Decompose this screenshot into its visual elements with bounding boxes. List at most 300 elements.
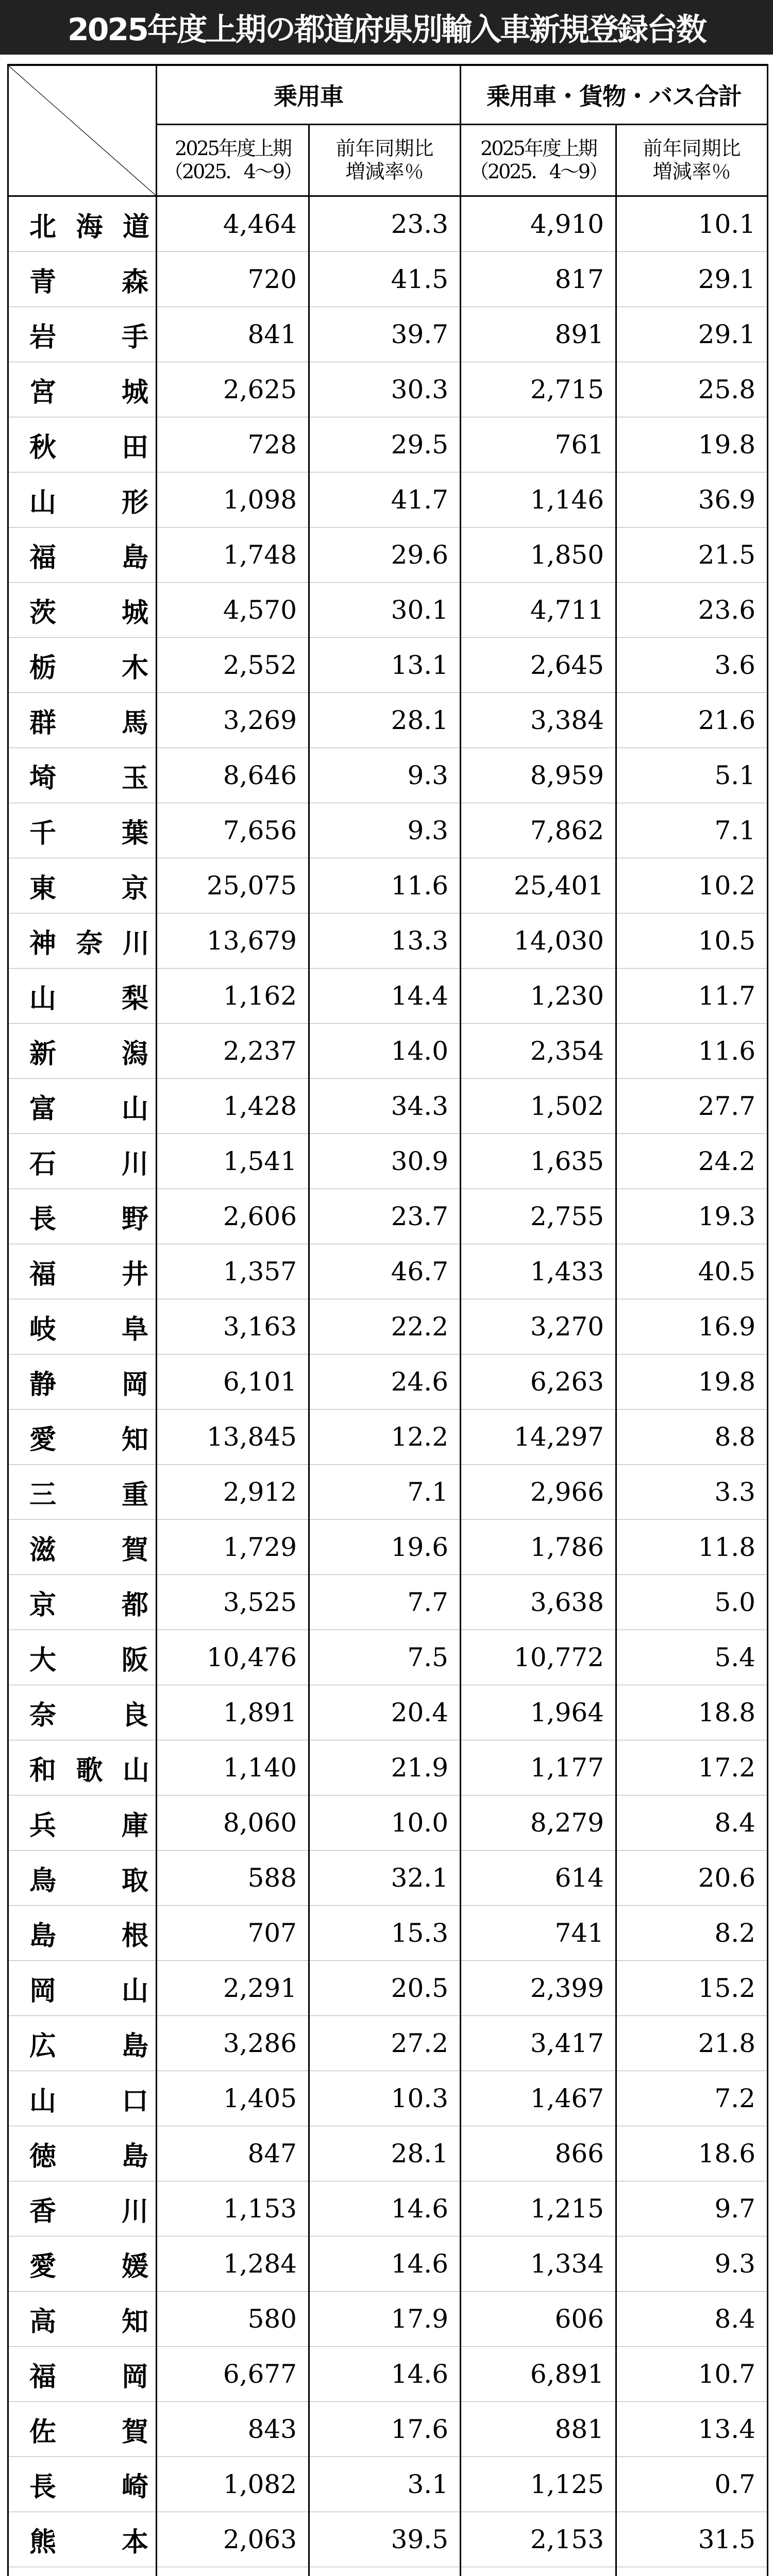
total-units-cell: 1,334	[461, 2236, 616, 2292]
table-row	[8, 748, 768, 803]
table-row	[8, 252, 768, 307]
passenger-units-cell: 4,464	[157, 196, 309, 252]
passenger-units-cell: 847	[157, 2126, 309, 2181]
total-units-cell: 1,433	[461, 1244, 616, 1299]
passenger-units-cell: 1,357	[157, 1244, 309, 1299]
prefecture-chars	[29, 591, 148, 630]
prefecture-name	[8, 913, 157, 969]
prefecture-name	[8, 1740, 157, 1795]
prefecture-name	[8, 1961, 157, 2016]
prefecture-chars	[29, 1418, 148, 1456]
prefecture-chars	[29, 481, 148, 519]
passenger-units-cell: 1,428	[157, 1079, 309, 1134]
total-rate-cell: 10.2	[616, 858, 768, 913]
pref-char: 本	[121, 2527, 148, 2558]
pref-char: 知	[121, 2306, 148, 2337]
table-body	[8, 196, 768, 2576]
pref-char: 新	[29, 1038, 57, 1070]
table-row	[8, 1575, 768, 1630]
prefecture-name	[8, 1685, 157, 1740]
total-units-cell: 7,862	[461, 803, 616, 858]
pref-char: 手	[121, 321, 148, 353]
passenger-units-cell	[157, 2567, 309, 2576]
table-row	[8, 362, 768, 417]
passenger-units-cell: 1,153	[157, 2181, 309, 2236]
pref-char: 取	[121, 1865, 148, 1896]
passenger-units-cell: 580	[157, 2292, 309, 2347]
prefecture-chars	[29, 2300, 148, 2338]
pref-char: 山	[29, 983, 57, 1014]
total-units-cell: 3,270	[461, 1299, 616, 1354]
table-row	[8, 2236, 768, 2292]
passenger-units-cell: 1,405	[157, 2071, 309, 2126]
prefecture-name	[8, 2126, 157, 2181]
passenger-rate-cell: 39.5	[309, 2512, 461, 2567]
pref-char: 知	[121, 1424, 148, 1455]
prefecture-name	[8, 417, 157, 472]
passenger-rate-cell: 41.5	[309, 252, 461, 307]
registration-table	[7, 64, 768, 2576]
passenger-units-cell: 1,284	[157, 2236, 309, 2292]
total-rate-cell: 25.8	[616, 362, 768, 417]
total-rate-cell: 0.7	[616, 2457, 768, 2512]
prefecture-chars	[29, 1087, 148, 1126]
passenger-units-cell: 2,237	[157, 1024, 309, 1079]
total-units-cell: 2,645	[461, 638, 616, 693]
total-units-cell: 866	[461, 2126, 616, 2181]
pref-char: 川	[122, 928, 148, 959]
pref-char: 川	[121, 1148, 148, 1180]
passenger-units-cell: 13,679	[157, 913, 309, 969]
prefecture-name	[8, 1575, 157, 1630]
prefecture-chars	[29, 1473, 148, 1512]
table-title	[0, 0, 773, 55]
total-units-cell: 6,891	[461, 2347, 616, 2402]
total-rate-cell: 5.1	[616, 748, 768, 803]
pref-char: 広	[29, 2030, 57, 2062]
prefecture-chars	[29, 1914, 148, 1953]
pref-char: 和	[29, 1755, 56, 1786]
total-units-cell	[461, 2567, 616, 2576]
prefecture-chars	[29, 205, 148, 244]
table-row	[8, 417, 768, 472]
header-total-units: 2025年度上期 （2025．4～9）	[461, 125, 616, 196]
prefecture-chars	[29, 426, 148, 464]
total-units-cell: 2,399	[461, 1961, 616, 2016]
pref-char: 島	[121, 542, 148, 573]
passenger-rate-cell: 7.7	[309, 1575, 461, 1630]
header-passenger-rate: 前年同期比 増減率％	[309, 125, 461, 196]
total-units-cell: 1,125	[461, 2457, 616, 2512]
prefecture-chars	[29, 756, 148, 795]
pref-char: 梨	[121, 983, 148, 1014]
prefecture-name	[8, 528, 157, 583]
total-units-cell: 881	[461, 2402, 616, 2457]
title-text: 2025年度上期の都道府県別輸入車新規登録台数	[68, 12, 705, 48]
table-row	[8, 2181, 768, 2236]
passenger-units-cell: 6,101	[157, 1354, 309, 1410]
total-rate-cell: 10.7	[616, 2347, 768, 2402]
prefecture-chars	[29, 2079, 148, 2118]
total-rate-cell: 9.7	[616, 2181, 768, 2236]
passenger-units-cell: 8,646	[157, 748, 309, 803]
pref-char: 山	[121, 1975, 148, 2007]
pref-char: 栃	[29, 652, 57, 684]
total-rate-cell: 19.8	[616, 417, 768, 472]
total-units-cell: 1,146	[461, 472, 616, 528]
prefecture-chars	[29, 811, 148, 850]
passenger-rate-cell: 9.3	[309, 803, 461, 858]
passenger-rate-cell: 14.6	[309, 2181, 461, 2236]
total-units-cell: 1,850	[461, 528, 616, 583]
passenger-rate-cell: 20.5	[309, 1961, 461, 2016]
prefecture-chars	[29, 1032, 148, 1071]
total-rate-cell: 24.2	[616, 1134, 768, 1189]
prefecture-chars	[29, 1308, 148, 1346]
pref-char: 崎	[121, 2471, 148, 2503]
total-units-cell: 614	[461, 1851, 616, 1906]
pref-char: 秋	[29, 432, 57, 463]
passenger-rate-cell: 28.1	[309, 2126, 461, 2181]
passenger-rate-cell: 32.1	[309, 1851, 461, 1906]
passenger-units-cell: 1,729	[157, 1520, 309, 1575]
pref-char: 福	[29, 1259, 57, 1290]
total-units-cell: 2,755	[461, 1189, 616, 1244]
prefecture-chars	[29, 922, 148, 960]
prefecture-name	[8, 1244, 157, 1299]
passenger-units-cell: 10,476	[157, 1630, 309, 1685]
prefecture-chars	[29, 1142, 148, 1181]
prefecture-chars	[29, 536, 148, 574]
prefecture-name	[8, 2016, 157, 2071]
pref-char: 媛	[121, 2251, 148, 2282]
total-units-cell: 4,711	[461, 583, 616, 638]
total-units-cell: 14,297	[461, 1410, 616, 1465]
prefecture-name	[8, 1465, 157, 1520]
total-rate-cell: 11.8	[616, 1520, 768, 1575]
total-units-cell: 1,502	[461, 1079, 616, 1134]
passenger-rate-cell: 29.5	[309, 417, 461, 472]
passenger-rate-cell: 30.1	[309, 583, 461, 638]
pref-char: 城	[121, 597, 148, 629]
pref-char: 賀	[121, 2416, 148, 2448]
total-rate-cell	[616, 2567, 768, 2576]
pref-char: 京	[121, 873, 148, 904]
prefecture-chars	[29, 2245, 148, 2283]
prefecture-name	[8, 858, 157, 913]
total-units-cell: 2,966	[461, 1465, 616, 1520]
total-rate-cell: 9.3	[616, 2236, 768, 2292]
pref-char: 形	[121, 487, 148, 518]
passenger-units-cell: 2,606	[157, 1189, 309, 1244]
pref-char: 神	[29, 928, 56, 959]
passenger-units-cell: 841	[157, 307, 309, 362]
passenger-units-cell: 843	[157, 2402, 309, 2457]
pref-char: 高	[29, 2306, 57, 2337]
total-rate-cell: 18.8	[616, 1685, 768, 1740]
passenger-units-cell: 3,525	[157, 1575, 309, 1630]
pref-char: 岡	[29, 1975, 57, 2007]
pref-char: 京	[29, 1589, 57, 1621]
total-rate-cell: 8.4	[616, 1795, 768, 1851]
table-row	[8, 913, 768, 969]
total-rate-cell: 11.7	[616, 969, 768, 1024]
total-rate-cell: 27.7	[616, 1079, 768, 1134]
prefecture-chars	[29, 1638, 148, 1677]
passenger-units-cell: 1,082	[157, 2457, 309, 2512]
total-rate-cell: 19.8	[616, 1354, 768, 1410]
prefecture-chars	[29, 1804, 148, 1842]
pref-char: 根	[121, 1920, 148, 1952]
prefecture-name	[8, 1795, 157, 1851]
total-units-cell: 1,177	[461, 1740, 616, 1795]
passenger-rate-cell: 23.7	[309, 1189, 461, 1244]
prefecture-name	[8, 969, 157, 1024]
passenger-rate-cell: 28.1	[309, 693, 461, 748]
total-rate-cell: 17.2	[616, 1740, 768, 1795]
passenger-rate-cell: 9.3	[309, 748, 461, 803]
passenger-units-cell: 1,891	[157, 1685, 309, 1740]
total-rate-cell: 11.6	[616, 1024, 768, 1079]
prefecture-chars	[29, 867, 148, 905]
table-row	[8, 1465, 768, 1520]
table-row	[8, 969, 768, 1024]
pref-char: 潟	[121, 1038, 148, 1070]
pref-char: 奈	[76, 928, 102, 959]
passenger-rate-cell: 21.9	[309, 1740, 461, 1795]
total-rate-cell: 19.3	[616, 1189, 768, 1244]
header-passenger-units: 2025年度上期 （2025．4～9）	[157, 125, 309, 196]
total-rate-cell: 15.2	[616, 1961, 768, 2016]
prefecture-name	[8, 1630, 157, 1685]
passenger-rate-cell: 19.6	[309, 1520, 461, 1575]
pref-char: 茨	[29, 597, 57, 629]
table-row	[8, 2567, 768, 2576]
pref-char: 大	[29, 1645, 57, 1676]
passenger-units-cell: 25,075	[157, 858, 309, 913]
pref-char: 宮	[29, 377, 57, 408]
prefecture-name	[8, 693, 157, 748]
prefecture-name	[8, 1079, 157, 1134]
prefecture-name	[8, 2071, 157, 2126]
table-row	[8, 528, 768, 583]
total-units-cell: 14,030	[461, 913, 616, 969]
passenger-rate-cell: 10.3	[309, 2071, 461, 2126]
total-units-cell: 6,263	[461, 1354, 616, 1410]
prefecture-chars	[29, 1859, 148, 1897]
table-row	[8, 307, 768, 362]
total-rate-cell: 8.2	[616, 1906, 768, 1961]
pref-char: 熊	[29, 2527, 57, 2558]
passenger-units-cell: 2,625	[157, 362, 309, 417]
table-row	[8, 1299, 768, 1354]
table-row	[8, 1189, 768, 1244]
passenger-rate-cell: 22.2	[309, 1299, 461, 1354]
prefecture-chars	[29, 1363, 148, 1401]
passenger-units-cell: 8,060	[157, 1795, 309, 1851]
pref-char: 賀	[121, 1534, 148, 1566]
pref-char: 岩	[29, 321, 57, 353]
prefecture-chars	[29, 1252, 148, 1291]
prefecture-name	[8, 1134, 157, 1189]
prefecture-chars	[29, 1969, 148, 2008]
pref-char: 城	[121, 377, 148, 408]
prefecture-name	[8, 2236, 157, 2292]
pref-char: 良	[121, 1700, 148, 1731]
table-row	[8, 2016, 768, 2071]
total-rate-cell: 10.5	[616, 913, 768, 969]
passenger-rate-cell: 41.7	[309, 472, 461, 528]
passenger-rate-cell: 14.4	[309, 969, 461, 1024]
pref-char: 青	[29, 266, 57, 298]
table-row	[8, 2126, 768, 2181]
pref-char: 石	[29, 1148, 57, 1180]
prefecture-chars	[29, 260, 148, 299]
prefecture-name	[8, 362, 157, 417]
pref-char: 葉	[121, 818, 148, 849]
pref-char: 川	[121, 2196, 148, 2227]
total-units-cell: 25,401	[461, 858, 616, 913]
passenger-rate-cell: 20.4	[309, 1685, 461, 1740]
table-row	[8, 2071, 768, 2126]
prefecture-chars	[29, 1528, 148, 1567]
prefecture-name	[8, 472, 157, 528]
passenger-units-cell: 707	[157, 1906, 309, 1961]
total-rate-cell: 29.1	[616, 307, 768, 362]
total-rate-cell: 40.5	[616, 1244, 768, 1299]
prefecture-name	[8, 1906, 157, 1961]
total-rate-cell: 16.9	[616, 1299, 768, 1354]
total-rate-cell: 7.2	[616, 2071, 768, 2126]
table-row	[8, 1630, 768, 1685]
passenger-rate-cell: 34.3	[309, 1079, 461, 1134]
passenger-rate-cell: 23.3	[309, 196, 461, 252]
pref-char: 木	[121, 652, 148, 684]
prefecture-chars	[29, 2024, 148, 2063]
total-units-cell: 3,384	[461, 693, 616, 748]
pref-char: 岐	[29, 1314, 57, 1345]
pref-char: 阪	[121, 1645, 148, 1676]
total-units-cell: 817	[461, 252, 616, 307]
pref-char: 歌	[76, 1755, 102, 1786]
total-units-cell: 606	[461, 2292, 616, 2347]
total-units-cell: 1,467	[461, 2071, 616, 2126]
table-row	[8, 583, 768, 638]
prefecture-name	[8, 2292, 157, 2347]
total-units-cell: 1,215	[461, 2181, 616, 2236]
total-units-cell: 4,910	[461, 196, 616, 252]
table-row	[8, 693, 768, 748]
passenger-rate-cell: 17.9	[309, 2292, 461, 2347]
total-units-cell: 3,638	[461, 1575, 616, 1630]
pref-char: 奈	[29, 1700, 57, 1731]
passenger-rate-cell: 12.2	[309, 1410, 461, 1465]
table-row	[8, 196, 768, 252]
pref-char: 愛	[29, 1424, 57, 1455]
table-row	[8, 638, 768, 693]
prefecture-name	[8, 1354, 157, 1410]
table-row	[8, 1354, 768, 1410]
passenger-rate-cell: 7.1	[309, 1465, 461, 1520]
passenger-rate-cell: 11.6	[309, 858, 461, 913]
prefecture-name	[8, 2512, 157, 2567]
table-row	[8, 2512, 768, 2567]
prefecture-name	[8, 2181, 157, 2236]
total-rate-cell: 3.6	[616, 638, 768, 693]
total-rate-cell: 21.5	[616, 528, 768, 583]
total-rate-cell: 21.6	[616, 693, 768, 748]
prefecture-name	[8, 1410, 157, 1465]
passenger-rate-cell: 17.6	[309, 2402, 461, 2457]
table-row	[8, 1961, 768, 2016]
passenger-units-cell: 13,845	[157, 1410, 309, 1465]
total-rate-cell: 23.6	[616, 583, 768, 638]
pref-char: 田	[121, 432, 148, 463]
pref-char: 滋	[29, 1534, 57, 1566]
prefecture-chars	[29, 1749, 148, 1787]
pref-char: 島	[121, 2141, 148, 2172]
total-units-cell: 1,786	[461, 1520, 616, 1575]
pref-char: 鳥	[29, 1865, 57, 1896]
pref-char: 山	[29, 487, 57, 518]
total-rate-cell: 10.1	[616, 196, 768, 252]
table-row	[8, 1520, 768, 1575]
prefecture-chars	[29, 2134, 148, 2173]
passenger-units-cell: 6,677	[157, 2347, 309, 2402]
total-rate-cell: 31.5	[616, 2512, 768, 2567]
pref-char: 島	[29, 1920, 57, 1952]
prefecture-name	[8, 583, 157, 638]
table-row	[8, 1134, 768, 1189]
table-row	[8, 472, 768, 528]
prefecture-chars	[29, 315, 148, 354]
total-rate-cell: 3.3	[616, 1465, 768, 1520]
pref-char: 福	[29, 542, 57, 573]
pref-char: 香	[29, 2196, 57, 2227]
pref-char: 東	[29, 873, 57, 904]
total-units-cell: 2,354	[461, 1024, 616, 1079]
table-row	[8, 1410, 768, 1465]
passenger-rate-cell: 30.3	[309, 362, 461, 417]
table-row	[8, 1079, 768, 1134]
prefecture-name	[8, 2402, 157, 2457]
passenger-units-cell: 1,098	[157, 472, 309, 528]
header-total-rate: 前年同期比 増減率％	[616, 125, 768, 196]
passenger-units-cell: 3,163	[157, 1299, 309, 1354]
pref-char: 島	[121, 2030, 148, 2062]
prefecture-name	[8, 1299, 157, 1354]
pref-char: 山	[29, 2086, 57, 2117]
total-units-cell: 1,230	[461, 969, 616, 1024]
prefecture-name	[8, 803, 157, 858]
prefecture-name	[8, 748, 157, 803]
pref-char: 長	[29, 2471, 57, 2503]
total-units-cell: 10,772	[461, 1630, 616, 1685]
passenger-units-cell: 3,269	[157, 693, 309, 748]
table-row	[8, 1906, 768, 1961]
table-row	[8, 2457, 768, 2512]
passenger-rate-cell: 29.6	[309, 528, 461, 583]
passenger-rate-cell: 7.5	[309, 1630, 461, 1685]
pref-char: 森	[121, 266, 148, 298]
pref-char: 阜	[121, 1314, 148, 1345]
passenger-rate-cell: 39.7	[309, 307, 461, 362]
pref-char: 野	[121, 1204, 148, 1235]
passenger-units-cell: 3,286	[157, 2016, 309, 2071]
corner-cell	[8, 65, 157, 196]
pref-char: 玉	[121, 762, 148, 794]
pref-char: 井	[121, 1259, 148, 1290]
